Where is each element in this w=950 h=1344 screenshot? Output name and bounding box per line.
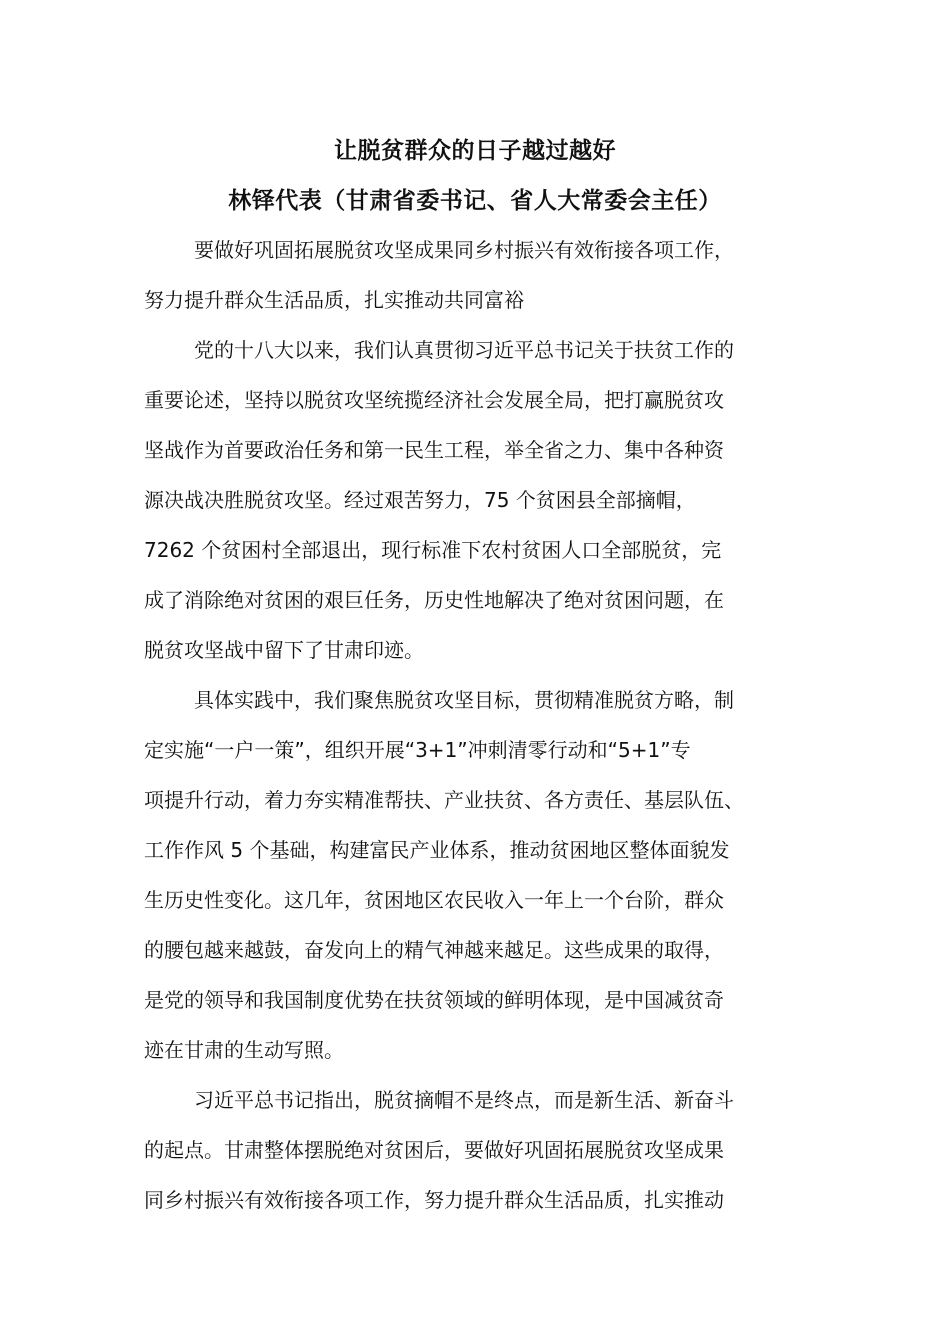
text-line-11: 定实施“一户一策”，组织开展“3+1”冲刺清零行动和“5+1”专 [144, 738, 691, 762]
text-line-12: 项提升行动，着力夯实精准帮扶、产业扶贫、各方责任、基层队伍、 [144, 788, 744, 812]
text-line-20: 同乡村振兴有效衔接各项工作，努力提升群众生活品质，扎实推动 [144, 1188, 724, 1212]
text-line-18: 习近平总书记指出，脱贫摘帽不是终点，而是新生活、新奋斗 [194, 1088, 734, 1112]
text-line-15: 的腰包越来越鼓，奋发向上的精气神越来越足。这些成果的取得， [144, 938, 724, 962]
text-line-19: 的起点。甘肃整体摆脱绝对贫困后，要做好巩固拓展脱贫攻坚成果 [144, 1138, 724, 1162]
text-line-13: 工作作风 5 个基础，构建富民产业体系，推动贫困地区整体面貌发 [144, 838, 730, 862]
text-line-7: 7262 个贫困村全部退出，现行标准下农村贫困人口全部脱贫，完 [144, 538, 722, 562]
text-line-17: 迹在甘肃的生动写照。 [144, 1038, 344, 1062]
text-line-8: 成了消除绝对贫困的艰巨任务，历史性地解决了绝对贫困问题，在 [144, 588, 724, 612]
text-line-5: 坚战作为首要政治任务和第一民生工程，举全省之力、集中各种资 [144, 438, 724, 462]
article-title: 让脱贫群众的日子越过越好 [334, 138, 616, 164]
text-line-9: 脱贫攻坚战中留下了甘肃印迹。 [144, 638, 424, 662]
text-line-1: 要做好巩固拓展脱贫攻坚成果同乡村振兴有效衔接各项工作， [194, 238, 734, 262]
text-line-6: 源决战决胜脱贫攻坚。经过艰苦努力，75 个贫困县全部摘帽， [144, 488, 696, 512]
article-subtitle: 林铎代表（甘肃省委书记、省人大常委会主任） [228, 188, 722, 214]
text-line-14: 生历史性变化。这几年，贫困地区农民收入一年上一个台阶，群众 [144, 888, 724, 912]
text-line-2: 努力提升群众生活品质，扎实推动共同富裕 [144, 288, 524, 312]
text-line-4: 重要论述，坚持以脱贫攻坚统揽经济社会发展全局，把打赢脱贫攻 [144, 388, 724, 412]
text-line-3: 党的十八大以来，我们认真贯彻习近平总书记关于扶贫工作的 [194, 338, 734, 362]
text-line-16: 是党的领导和我国制度优势在扶贫领域的鲜明体现，是中国减贫奇 [144, 988, 724, 1012]
text-line-10: 具体实践中，我们聚焦脱贫攻坚目标，贯彻精准脱贫方略，制 [194, 688, 734, 712]
